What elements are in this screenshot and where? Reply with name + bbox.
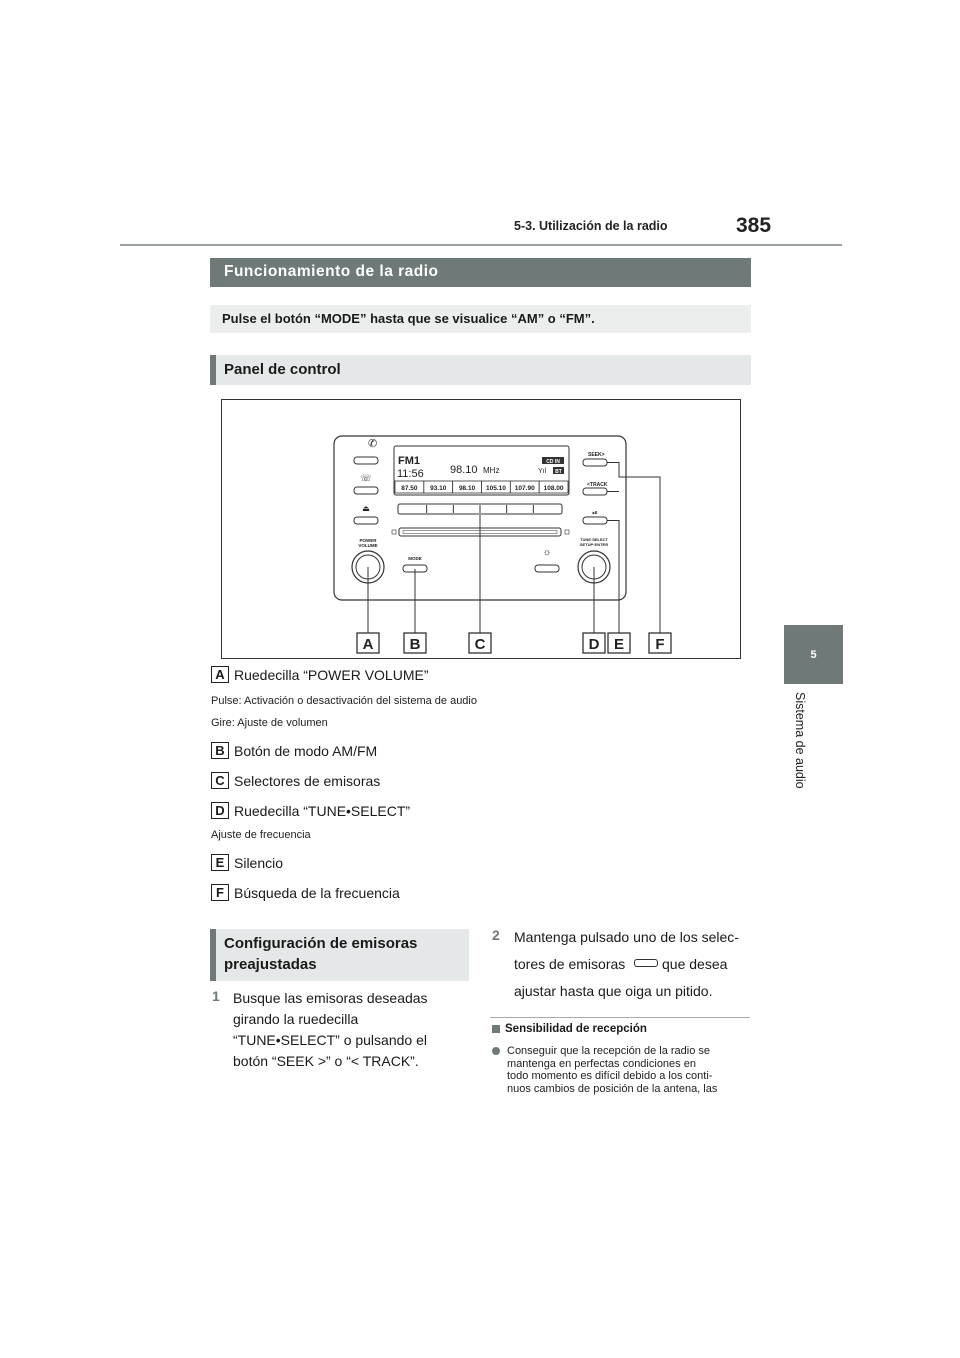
legend-badge: E bbox=[211, 854, 229, 871]
slot-left-indicator bbox=[392, 530, 396, 534]
note-line: mantenga en perfectas condiciones en bbox=[507, 1057, 696, 1070]
power-label: POWER bbox=[359, 538, 377, 543]
step-2-line: tores de emisoras bbox=[514, 956, 626, 972]
track-button[interactable] bbox=[583, 488, 607, 495]
hangup-icon: ☏ bbox=[360, 473, 372, 483]
radio-panel-diagram bbox=[222, 400, 740, 658]
note-line: Conseguir que la recepción de la radio se bbox=[507, 1045, 711, 1057]
bullet-icon bbox=[492, 1047, 500, 1055]
legend-item-a bbox=[211, 666, 429, 683]
phone-button[interactable] bbox=[354, 457, 378, 464]
legend-item-b bbox=[211, 742, 377, 759]
display-unit: MHz bbox=[483, 466, 500, 475]
step-1-line: “TUNE•SELECT” o pulsando el bbox=[233, 1032, 427, 1048]
play-pause-button[interactable] bbox=[583, 517, 607, 524]
callout-letter: E bbox=[613, 636, 625, 653]
preset-label: 98.10 bbox=[458, 485, 476, 492]
cd-in-text: CD IN bbox=[546, 459, 560, 465]
config-heading bbox=[210, 929, 469, 981]
config-heading-line2: preajustadas bbox=[224, 956, 317, 973]
seek-label: SEEK> bbox=[588, 452, 605, 458]
chapter-tab[interactable]: 5 bbox=[784, 625, 843, 684]
slot-right-indicator bbox=[565, 530, 569, 534]
station-selector-icon bbox=[634, 959, 658, 967]
callout-letter: F bbox=[655, 636, 665, 653]
note-turn: Gire: Ajuste de volumen bbox=[211, 717, 328, 729]
note-press: Pulse: Activación o desactivación del sistema de audio bbox=[211, 695, 477, 707]
note-line: nuos cambios de posición de la antena, las bbox=[507, 1082, 718, 1095]
note-body bbox=[492, 1045, 754, 1095]
preset-row bbox=[395, 481, 568, 493]
brightness-icon: ☼ bbox=[542, 547, 552, 558]
panel-heading: Panel de control bbox=[210, 355, 751, 385]
eject-button[interactable] bbox=[354, 517, 378, 524]
step-1-line: Busque las emisoras deseadas bbox=[233, 990, 428, 1006]
legend-text: Búsqueda de la frecuencia bbox=[234, 884, 400, 901]
callout-letter: C bbox=[474, 636, 486, 653]
step-2-number: 2 bbox=[492, 927, 500, 943]
preset-label: 93.10 bbox=[430, 485, 447, 492]
control-panel-figure bbox=[221, 399, 741, 659]
signal-icon: Yıl bbox=[538, 468, 547, 475]
bt-text: BT bbox=[555, 469, 562, 475]
display-clock: 11:56 bbox=[397, 468, 424, 480]
legend-text: Ruedecilla “POWER VOLUME” bbox=[234, 666, 429, 683]
section-heading: Funcionamiento de la radio bbox=[210, 258, 751, 287]
note-title-text: Sensibilidad de recepción bbox=[505, 1023, 647, 1035]
legend-item-c bbox=[211, 772, 380, 789]
callout-letter: D bbox=[588, 636, 600, 653]
play-pause-icon: ⏯ bbox=[592, 510, 598, 517]
seek-button[interactable] bbox=[583, 459, 607, 466]
legend-badge: F bbox=[211, 884, 229, 901]
preset-label: 87.50 bbox=[401, 485, 418, 492]
legend-text: Botón de modo AM/FM bbox=[234, 742, 378, 759]
note-divider bbox=[490, 1017, 750, 1018]
chapter-label: Sistema de audio bbox=[793, 692, 807, 789]
tune-select-label: TUNE·SELECT bbox=[580, 537, 608, 542]
legend-badge: A bbox=[211, 666, 229, 683]
callout-labels bbox=[357, 633, 671, 653]
config-heading-line1: Configuración de emisoras bbox=[224, 935, 418, 952]
legend-text: Ruedecilla “TUNE•SELECT” bbox=[234, 802, 411, 819]
note-line: todo momento es difícil debido a los conti- bbox=[507, 1070, 713, 1082]
brightness-button[interactable] bbox=[535, 565, 559, 572]
display-frequency: 98.10 bbox=[450, 464, 478, 476]
instruction-box: Pulse el botón “MODE” hasta que se visualice “AM” o “FM”. bbox=[210, 305, 751, 333]
section-breadcrumb: 5-3. Utilización de la radio bbox=[514, 219, 668, 233]
hangup-button[interactable] bbox=[354, 487, 378, 494]
legend-item-e bbox=[211, 854, 283, 871]
setup-enter-label: SETUP·ENTER bbox=[579, 542, 609, 547]
track-label: <TRACK bbox=[587, 482, 608, 488]
note-tune: Ajuste de frecuencia bbox=[211, 829, 311, 841]
step-1-number: 1 bbox=[212, 988, 220, 1004]
legend-badge: D bbox=[211, 802, 229, 819]
step-1-line: girando la ruedecilla bbox=[233, 1011, 359, 1027]
legend-badge: B bbox=[211, 742, 229, 759]
phone-icon: ✆ bbox=[368, 438, 378, 450]
display-band: FM1 bbox=[398, 455, 420, 467]
preset-label: 105.10 bbox=[485, 485, 506, 492]
step-2-line: ajustar hasta que oiga un pitido. bbox=[514, 983, 713, 999]
square-bullet-icon bbox=[492, 1025, 500, 1033]
callout-letter: A bbox=[362, 636, 374, 653]
preset-label: 108.00 bbox=[543, 485, 564, 492]
legend-item-f bbox=[211, 884, 400, 901]
preset-label: 107.90 bbox=[514, 485, 535, 492]
legend-item-d bbox=[211, 802, 410, 819]
eject-icon: ⏏ bbox=[362, 504, 370, 513]
legend-text: Silencio bbox=[234, 854, 284, 871]
step-1-line: botón “SEEK >” o “< TRACK”. bbox=[233, 1053, 419, 1069]
page-number: 385 bbox=[736, 214, 772, 237]
callout-letter: B bbox=[409, 636, 421, 653]
step-2-line: que desea bbox=[662, 956, 728, 972]
legend-badge: C bbox=[211, 772, 229, 789]
note-title bbox=[492, 1023, 647, 1035]
volume-label: VOLUME bbox=[358, 543, 378, 548]
mode-label: MODE bbox=[408, 556, 422, 561]
legend-text: Selectores de emisoras bbox=[234, 772, 381, 789]
header-divider bbox=[120, 244, 842, 246]
step-2-line: Mantenga pulsado uno de los selec- bbox=[514, 929, 739, 945]
